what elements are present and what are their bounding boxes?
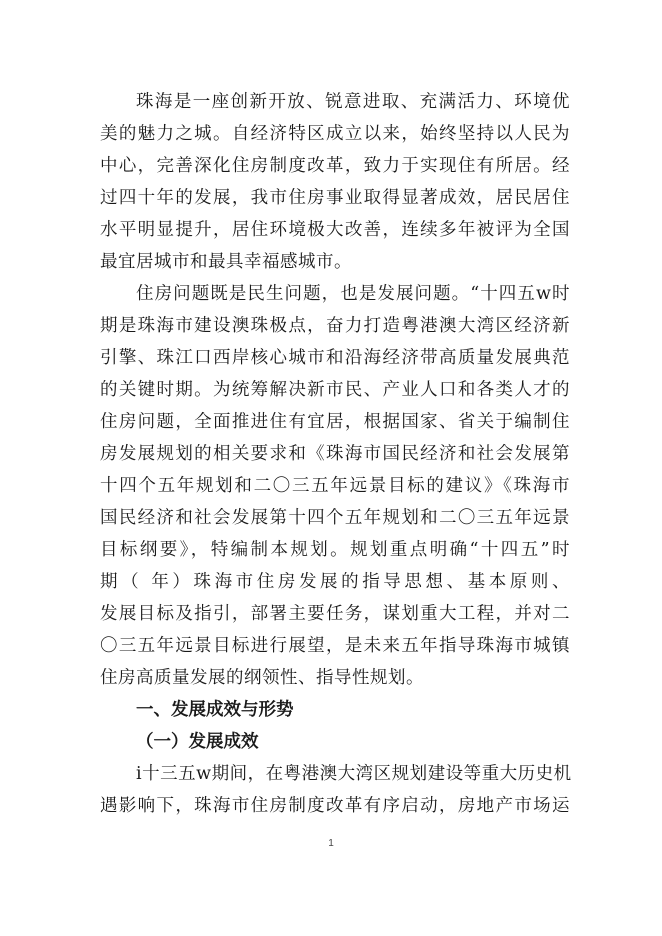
paragraph-2-line-2: 期是珠海市建设澳珠极点，奋力打造粤港澳大湾区经济新 (100, 316, 570, 336)
paragraph-2-line-3: 引擎、珠江口西岸核心城市和沿海经济带高质量发展典范 (100, 348, 570, 368)
paragraph-2-line-12: 〇三五年远景目标进行展望，是未来五年指导珠海市城镇 (100, 636, 570, 656)
paragraph-2-line-7: 十四个五年规划和二〇三五年远景目标的建议》《珠海市 (100, 476, 570, 496)
paragraph-2-line-5: 住房问题，全面推进住有宜居，根据国家、省关于编制住 (100, 412, 570, 432)
paragraph-2-line-6: 房发展规划的相关要求和《珠海市国民经济和社会发展第 (100, 444, 570, 464)
subsection-heading: （一）发展成效 (136, 732, 259, 752)
paragraph-2-line-10: 期（ 年）珠海市住房发展的指导思想、基本原则、 (100, 572, 570, 592)
paragraph-2-line-13: 住房高质量发展的纲领性、指导性规划。 (100, 668, 424, 688)
paragraph-2-line-9: 目标纲要》，特编制本规划。规划重点明确“十四五”时 (100, 540, 570, 560)
paragraph-1-line-2: 美的魅力之城。自经济特区成立以来，始终坚持以人民为 (100, 124, 570, 144)
paragraph-2-line-11: 发展目标及指引，部署主要任务，谋划重大工程，并对二 (100, 604, 570, 624)
paragraph-2-line-4: 的关键时期。为统筹解决新市民、产业人口和各类人才的 (100, 380, 570, 400)
paragraph-2-line-1: 住房问题既是民生问题，也是发展问题。“十四五w时 (136, 284, 570, 304)
paragraph-1-line-1: 珠海是一座创新开放、锐意进取、充满活力、环境优 (136, 92, 570, 112)
paragraph-1-line-3: 中心，完善深化住房制度改革，致力于实现住有所居。经 (100, 156, 570, 176)
paragraph-1-line-4: 过四十年的发展，我市住房事业取得显著成效，居民居住 (100, 188, 570, 208)
paragraph-3-line-2: 遇影响下，珠海市住房制度改革有序启动，房地产市场运 (100, 796, 570, 816)
paragraph-1-line-6: 最宜居城市和最具幸福感城市。 (100, 252, 352, 272)
section-heading: 一、发展成效与形势 (136, 700, 294, 720)
page-number: 1 (328, 838, 334, 849)
paragraph-1-line-5: 水平明显提升，居住环境极大改善，连续多年被评为全国 (100, 220, 570, 240)
paragraph-3-line-1: i十三五w期间，在粤港澳大湾区规划建设等重大历史机 (136, 764, 572, 784)
body-text (100, 86, 570, 822)
paragraph-2-line-8: 国民经济和社会发展第十四个五年规划和二〇三五年远景 (100, 508, 570, 528)
